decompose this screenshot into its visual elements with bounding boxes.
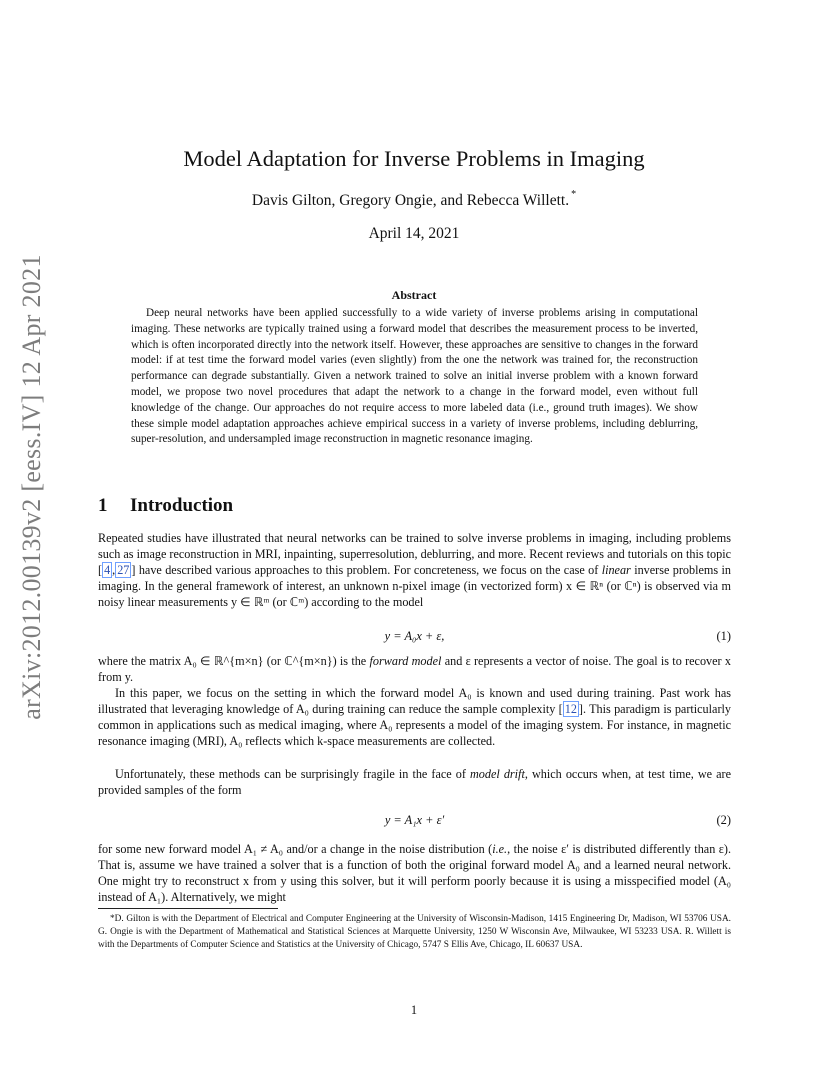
equation-number: (1) [716, 629, 731, 643]
citation-link[interactable]: 4 [104, 563, 111, 578]
intro-paragraph-5 [98, 841, 731, 905]
citation-separator: , [112, 563, 116, 578]
intro-paragraph-1: Repeated studies have illustrated that neural networks can be trained to solve inverse problems in imaging, including problems such as image reconstruction in MRI, inpainting, superresolution, deblurring, and more. Recent reviews and tutorials on this topic [ 4 , 27 ] have described various approaches to this problem. For concreteness, we focus on the case of linear inverse problems in imaging. In the general framework of interest, an unknown n-pixel image (in vectorized form) x ∈ ℝⁿ (or ℂⁿ) is observed via m noisy linear measurements y ∈ ℝᵐ (or ℂᵐ) according to the model [98, 531, 731, 610]
paragraph-text: Repeated studies have illustrated that neural networks can be trained to solve inverse problems in imaging, including problems such as image reconstruction in MRI, inpainting, superresolution, deblurring, and more. Recent reviews and tutorials on this topic [98, 531, 731, 562]
emphasis-text: linear [601, 563, 631, 578]
paragraph-text: where the matrix A₀ ∈ ℝ^{m×n} (or ℂ^{m×n}) is the [98, 654, 370, 668]
intro-paragraph-3: In this paper, we focus on the setting in which the forward model A₀ is known and used during training. Past work has illustrated that leveraging knowledge of A₀ during training can reduce the sample complexity [ 12 ]. This paradigm is particularly common in applications such as medical imaging, where A₀ represents a model of the imaging system. For instance, in magnetic resonance imaging (MRI), A₀ reflects which k-space measurements are collected. [98, 686, 731, 749]
equation-number: (2) [716, 813, 731, 827]
paragraph-text: , the noise ε′ is distributed differently than ε). That is, assume we have trained a solver that is a function of both the original forward model A₀ and a learned neural network. One might try to reconstruct x from y using this solver, but it will perform poorly because it is using a misspecified model (A₀ instead of A₁). Alternatively, we might [98, 842, 731, 905]
emphasis-text: i.e. [492, 842, 508, 856]
intro-paragraph-2 [98, 653, 731, 685]
footnote-divider [98, 908, 278, 909]
paragraph-text: In this paper, we focus on the setting in which the forward model A₀ is known and used during training. Past work has illustrated that leveraging knowledge of A₀ during training can reduce the sample complexity [98, 686, 731, 717]
arxiv-identifier-text: arXiv:2012.00139v2 [eess.IV] 12 Apr 2021 [17, 254, 46, 720]
equation-1 [98, 629, 731, 647]
paragraph-text: and ε represents a vector of noise. The goal is to recover x from y. [98, 654, 731, 685]
arxiv-identifier-stamp[interactable] [2, 254, 62, 720]
emphasis-text: forward model [369, 654, 442, 668]
abstract-text: Deep neural networks have been applied successfully to a wide variety of inverse problems arising in computational imaging. These networks are typically trained using a forward model that describes the measurement process to be inverted, which is often incorporated directly into the network itself. However, these approaches are sensitive to changes in the forward model: if at test time the forward model varies (even slightly) from the one the network was trained for, the reconstruction performance can degrade substantially. Given a network trained to solve an initial inverse problem with a known forward model, we propose two novel procedures that adapt the network to a change in the forward model, even without full knowledge of the change. Our approaches do not require access to more labeled data (i.e., ground truth images). We show these simple model adaptation approaches achieve empirical success in a variety of inverse problems, including deblurring, super-resolution, and undersampled image reconstruction in magnetic resonance imaging. [131, 307, 698, 446]
publication-date: April 14, 2021 [368, 225, 460, 242]
citation-link[interactable]: 27 [117, 563, 130, 578]
author-affiliation-footnote: *D. Gilton is with the Department of Electrical and Computer Engineering at the University of Wisconsin-Madison, 1415 Engineering Dr, Madison, WI 53706 USA. G. Ongie is with the Department of Mathematical and Statistical Sciences at Marquette University, 1250 W Wisconsin Ave, Milwaukee, WI 53233 USA. R. Willett is with the Departments of Computer Science and Statistics at the University of Chicago, 5747 S Ellis Ave, Chicago, IL 60637 USA. [98, 914, 731, 951]
section-heading-introduction [98, 495, 233, 517]
equation-expression: y = A₁x + ε′ [384, 813, 445, 827]
abstract-heading: Abstract [391, 288, 437, 302]
paragraph-text: for some new forward model A₁ ≠ A₀ and/or a change in the noise distribution ( [98, 842, 493, 856]
paragraph-text: . This paradigm is particularly common in applications such as medical imaging, where A₀ represents a model of the imaging system. For instance, in magnetic resonance imaging (MRI), A₀ reflects which k-space measurements are collected. [98, 702, 731, 749]
paragraph-text: have described various approaches to this problem. For concreteness, we focus on the case of [135, 563, 602, 578]
page-number: 1 [410, 1003, 418, 1017]
equation-expression: y = A₀x + ε, [384, 629, 445, 643]
paper-title: Model Adaptation for Inverse Problems in Imaging [183, 146, 645, 171]
emphasis-text: model drift [469, 767, 525, 781]
paragraph-text: Unfortunately, these methods can be surprisingly fragile in the face of [115, 767, 470, 781]
citation-link[interactable]: 12 [564, 702, 577, 717]
section-title: Introduction [130, 495, 234, 516]
intro-paragraph-4 [98, 766, 731, 798]
equation-2 [98, 813, 731, 831]
paragraph-text: , which occurs when, at test time, we are provided samples of the form [98, 767, 732, 798]
author-names: Davis Gilton, Gregory Ongie, and Rebecca Willett. [251, 192, 570, 210]
author-list [0, 191, 828, 210]
paragraph-text: inverse problems in imaging. In the general framework of interest, an unknown n-pixel image (in vectorized form) x ∈ ℝⁿ (or ℂⁿ) is observed via m noisy linear measurements y ∈ ℝᵐ (or ℂᵐ) according to the model [98, 563, 731, 610]
section-number: 1 [98, 495, 108, 516]
author-footnote-marker[interactable]: * [571, 189, 577, 200]
